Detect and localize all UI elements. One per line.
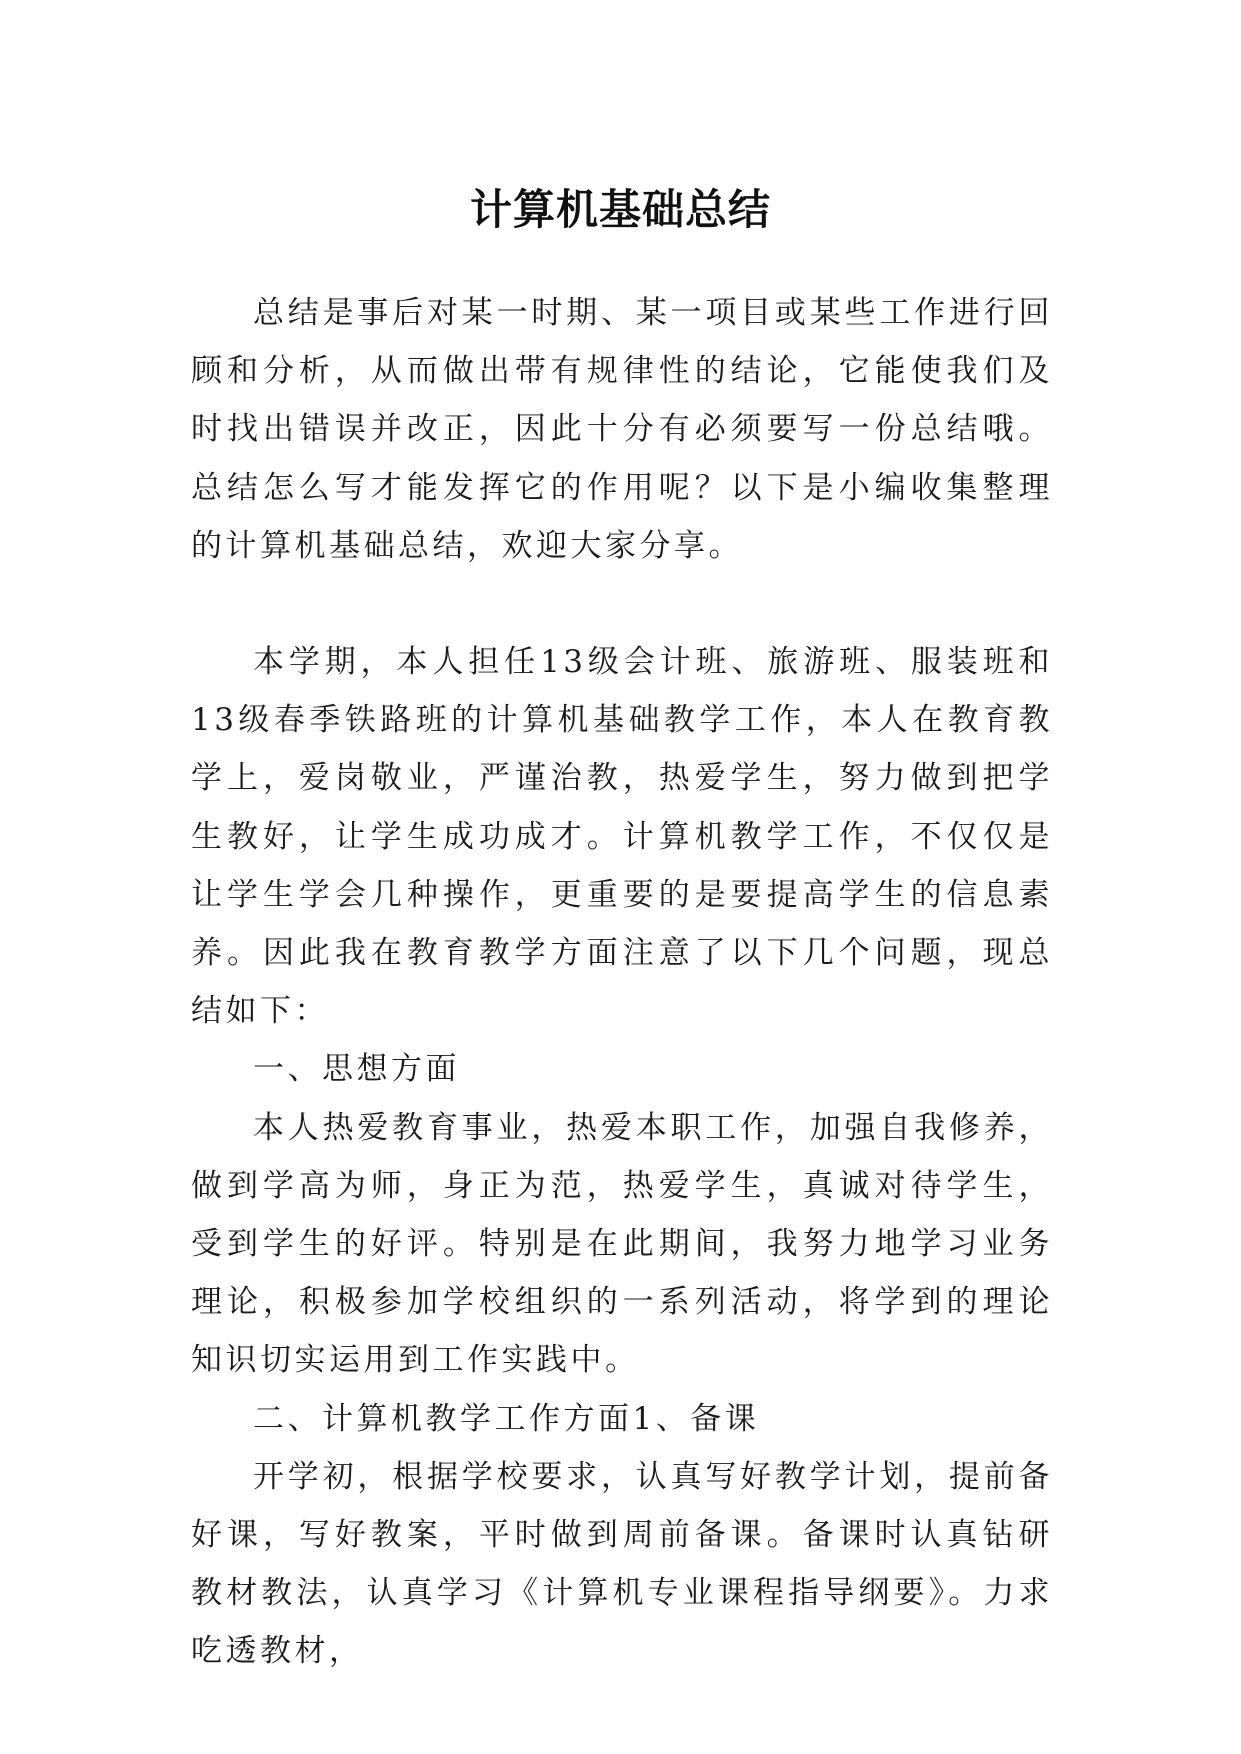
document-title: 计算机基础总结 — [469, 185, 771, 235]
thought-paragraph: 本人热爱教育事业，热爱本职工作，加强自我修养，做到学高为师，身正为范，热爱学生，真诚对待学生，受到学生的好评。特别是在此期间，我努力地学习业务理论，积极参加学校组织的一系列活动，将学到的理论知识切实运用到工作实践中。 — [191, 1109, 1053, 1379]
paragraph-spacer — [191, 575, 1053, 633]
document-body — [191, 284, 1053, 1681]
section-heading-thought: 一、思想方面 — [253, 1051, 460, 1088]
section-heading-teaching: 二、计算机教学工作方面1、备课 — [253, 1400, 760, 1437]
intro-paragraph: 总结是事后对某一时期、某一项目或某些工作进行回顾和分析，从而做出带有规律性的结论，它能使我们及时找出错误并改正，因此十分有必须要写一份总结哦。总结怎么写才能发挥它的作用呢？以下是小编收集整理的计算机基础总结，欢迎大家分享。 — [191, 295, 1053, 564]
lesson-prep-paragraph: 开学初，根据学校要求，认真写好教学计划，提前备好课，写好教案，平时做到周前备课。备课时认真钻研教材教法，认真学习《计算机专业课程指导纲要》。力求吃透教材， — [191, 1458, 1053, 1670]
semester-paragraph: 本学期，本人担任13级会计班、旅游班、服装班和13级春季铁路班的计算机基础教学工作，本人在教育教学上，爱岗敬业，严谨治教，热爱学生，努力做到把学生教好，让学生成功成才。计算机教学工作，不仅仅是让学生学会几种操作，更重要的是要提高学生的信息素养。因此我在教育教学方面注意了以下几个问题，现总结如下： — [191, 644, 1053, 1030]
